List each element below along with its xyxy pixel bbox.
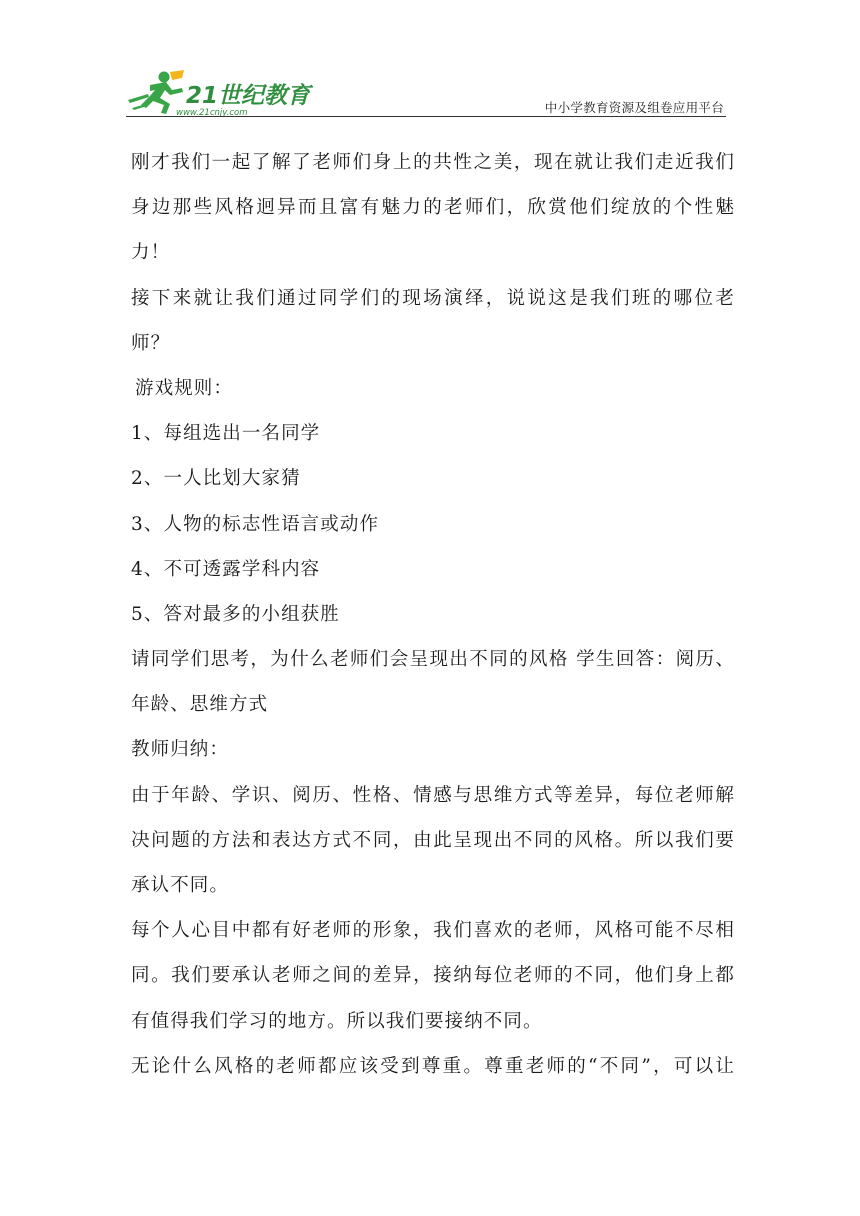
text-line: 由于年龄、学识、阅历、性格、情感与思维方式等差异，每位老师解 [131,784,735,806]
list-item: 1、每组选出一名同学 [131,423,321,445]
text-line: 请同学们思考，为什么老师们会呈现出不同的风格 学生回答：阅历、 [131,649,735,671]
text-line: 有值得我们学习的地方。所以我们要接纳不同。 [131,1010,543,1032]
document-body [131,140,735,1089]
list-item: 5、答对最多的小组获胜 [131,603,340,625]
text-line: 决问题的方法和表达方式不同，由此呈现出不同的风格。所以我们要 [131,829,735,851]
text-line: 教师归纳： [131,739,230,761]
text-line: 年龄、思维方式 [131,694,269,716]
logo-text: 21世纪教育 [186,83,311,109]
list-item: 4、不可透露学科内容 [131,558,321,580]
platform-name: 中小学教育资源及组卷应用平台 [544,100,724,115]
text-line: 无论什么风格的老师都应该受到尊重。尊重老师的“不同”，可以让 [131,1055,735,1077]
text-line: 承认不同。 [131,875,230,896]
text-line: 力！ [131,242,171,264]
text-line: 游戏规则： [135,377,234,399]
header-divider [126,116,726,117]
logo-url: www.21cnjy.com [176,108,248,118]
list-item: 3、人物的标志性语言或动作 [131,513,380,535]
text-line: 刚才我们一起了解了老师们身上的共性之美，现在就让我们走近我们 [131,152,735,173]
21cnjy-logo [126,68,311,118]
page-header [126,68,726,118]
text-line: 接下来就让我们通过同学们的现场演绎，说说这是我们班的哪位老 [131,287,735,309]
text-line: 同。我们要承认老师之间的差异，接纳每位老师的不同，他们身上都 [131,965,735,987]
text-line: 每个人心目中都有好老师的形象，我们喜欢的老师，风格可能不尽相 [131,920,735,942]
list-item: 2、一人比划大家猜 [131,468,301,490]
text-line: 师？ [131,332,171,354]
text-line: 身边那些风格迥异而且富有魅力的老师们，欣赏他们绽放的个性魅 [131,197,735,219]
